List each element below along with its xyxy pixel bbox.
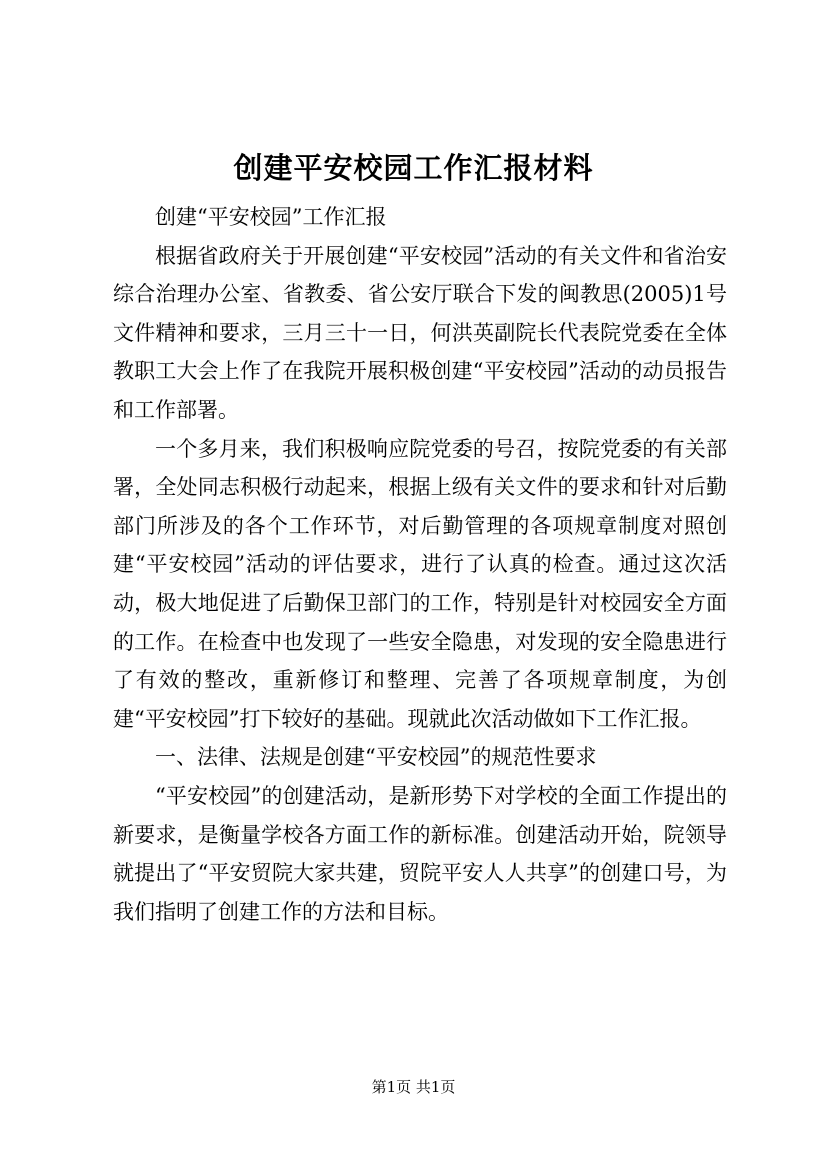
paragraph-background: 根据省政府关于开展创建“平安校园”活动的有关文件和省治安综合治理办公室、省教委、省公安厅联合下发的闽教思(2005)1号文件精神和要求，三月三十一日，何洪英副院长代表院党委在全体教职工大会上作了在我院开展积极创建“平安校园”活动的动员报告和工作部署。 [113, 243, 727, 422]
paragraph-section-1: “平安校园”的创建活动，是新形势下对学校的全面工作提出的新要求，是衡量学校各方面工作的新标准。创建活动开始，院领导就提出了“平安贸院大家共建，贸院平安人人共享”的创建口号，为我们指明了创建工作的方法和目标。 [113, 783, 727, 924]
document-body [113, 198, 727, 931]
section-heading-1: 一、法律、法规是创建“平安校园”的规范性要求 [155, 745, 597, 770]
paragraph-progress: 一个多月来，我们积极响应院党委的号召，按院党委的有关部署，全处同志积极行动起来，根据上级有关文件的要求和针对后勤部门所涉及的各个工作环节，对后勤管理的各项规章制度对照创建“平安校园”活动的评估要求，进行了认真的检查。通过这次活动，极大地促进了后勤保卫部门的工作，特别是针对校园安全方面的工作。在检查中也发现了一些安全隐患，对发现的安全隐患进行了有效的整改，重新修订和整理、完善了各项规章制度，为创建“平安校园”打下较好的基础。现就此次活动做如下工作汇报。 [113, 436, 727, 731]
paragraph-subtitle: 创建“平安校园”工作汇报 [155, 205, 387, 229]
document-title: 创建平安校园工作汇报材料 [233, 151, 594, 185]
page-footer: 第1页 共1页 [371, 1078, 456, 1096]
